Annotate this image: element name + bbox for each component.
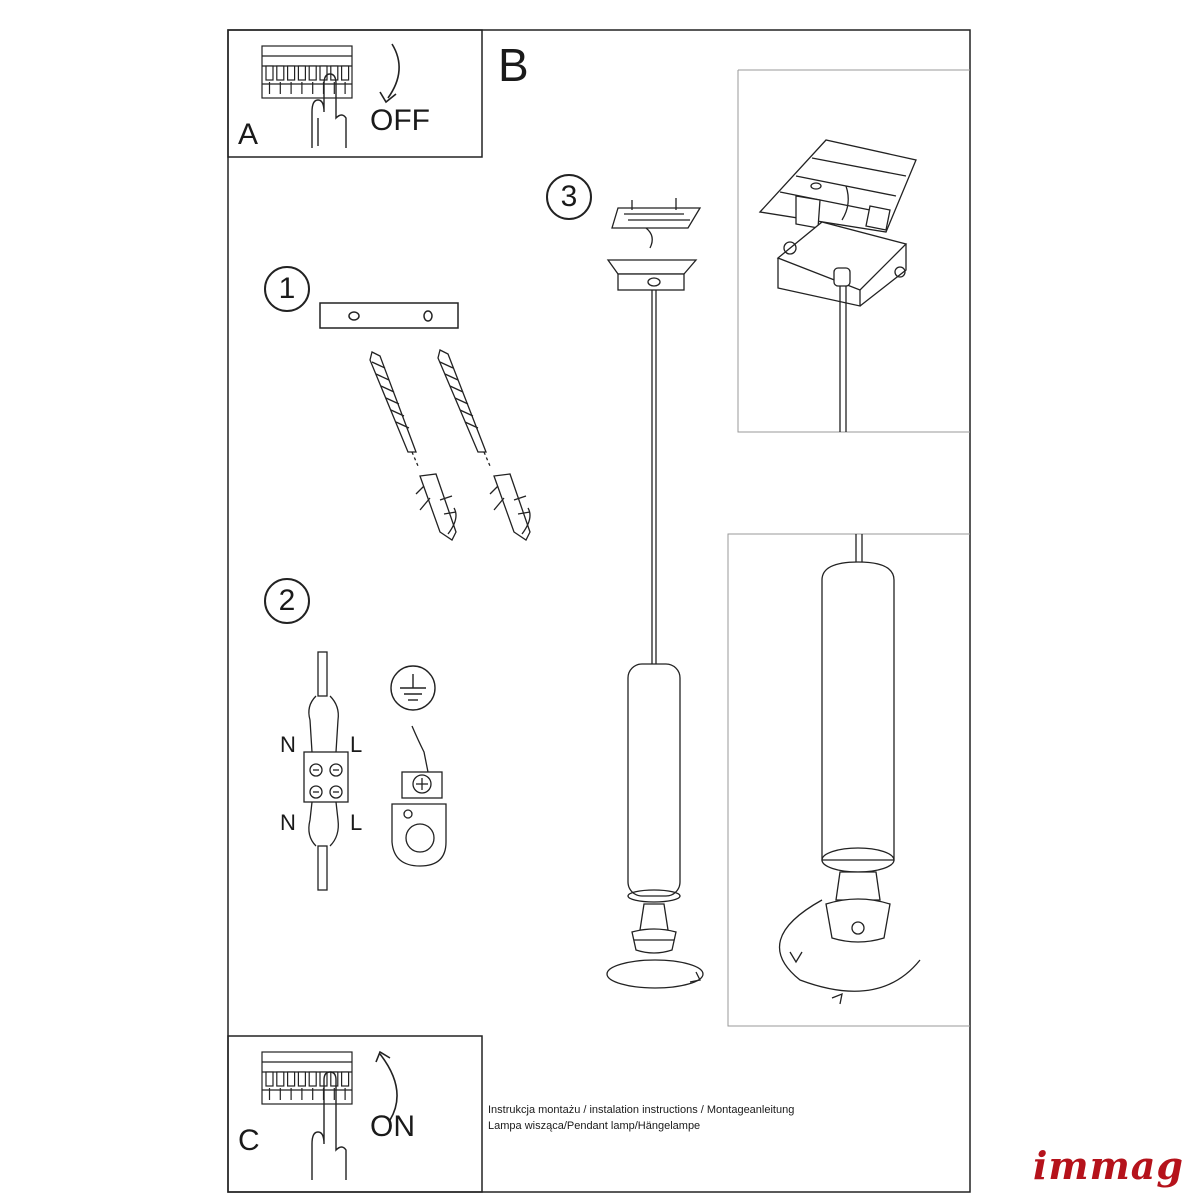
brand-logo: immag xyxy=(1032,1143,1184,1188)
bulb-detail-drawing xyxy=(780,534,920,1004)
screw-right-drawing xyxy=(438,350,530,540)
step-1-badge: 1 xyxy=(264,266,310,312)
screw-left-drawing xyxy=(370,352,456,540)
step-3-badge: 3 xyxy=(546,174,592,220)
arrow-down-icon xyxy=(380,44,399,102)
live-top-label: L xyxy=(350,732,363,757)
neutral-bottom-label: N xyxy=(280,810,296,835)
terminal-block-drawing xyxy=(304,652,348,890)
panel-c-letter: C xyxy=(238,1124,260,1157)
on-label: ON xyxy=(370,1110,415,1143)
pendant-lamp-drawing xyxy=(607,198,703,988)
panel-a-letter: A xyxy=(238,118,259,151)
breaker-switch-icon-on xyxy=(262,1052,352,1104)
ground-symbol-icon xyxy=(391,666,435,710)
mount-detail-drawing xyxy=(760,140,916,432)
panel-b-letter: B xyxy=(498,39,529,91)
ceiling-plate-drawing xyxy=(320,303,458,328)
breaker-switch-icon-off xyxy=(262,46,352,98)
step-2-badge: 2 xyxy=(264,578,310,624)
footer-instructions-title: Instrukcja montażu / instalation instructions / Montageanleitung xyxy=(488,1104,795,1116)
live-bottom-label: L xyxy=(350,810,363,835)
off-label: OFF xyxy=(370,104,430,137)
ground-terminal-drawing xyxy=(392,726,446,866)
footer-lamp-type: Lampa wisząca/Pendant lamp/Hängelampe xyxy=(488,1120,701,1132)
neutral-top-label: N xyxy=(280,732,296,757)
